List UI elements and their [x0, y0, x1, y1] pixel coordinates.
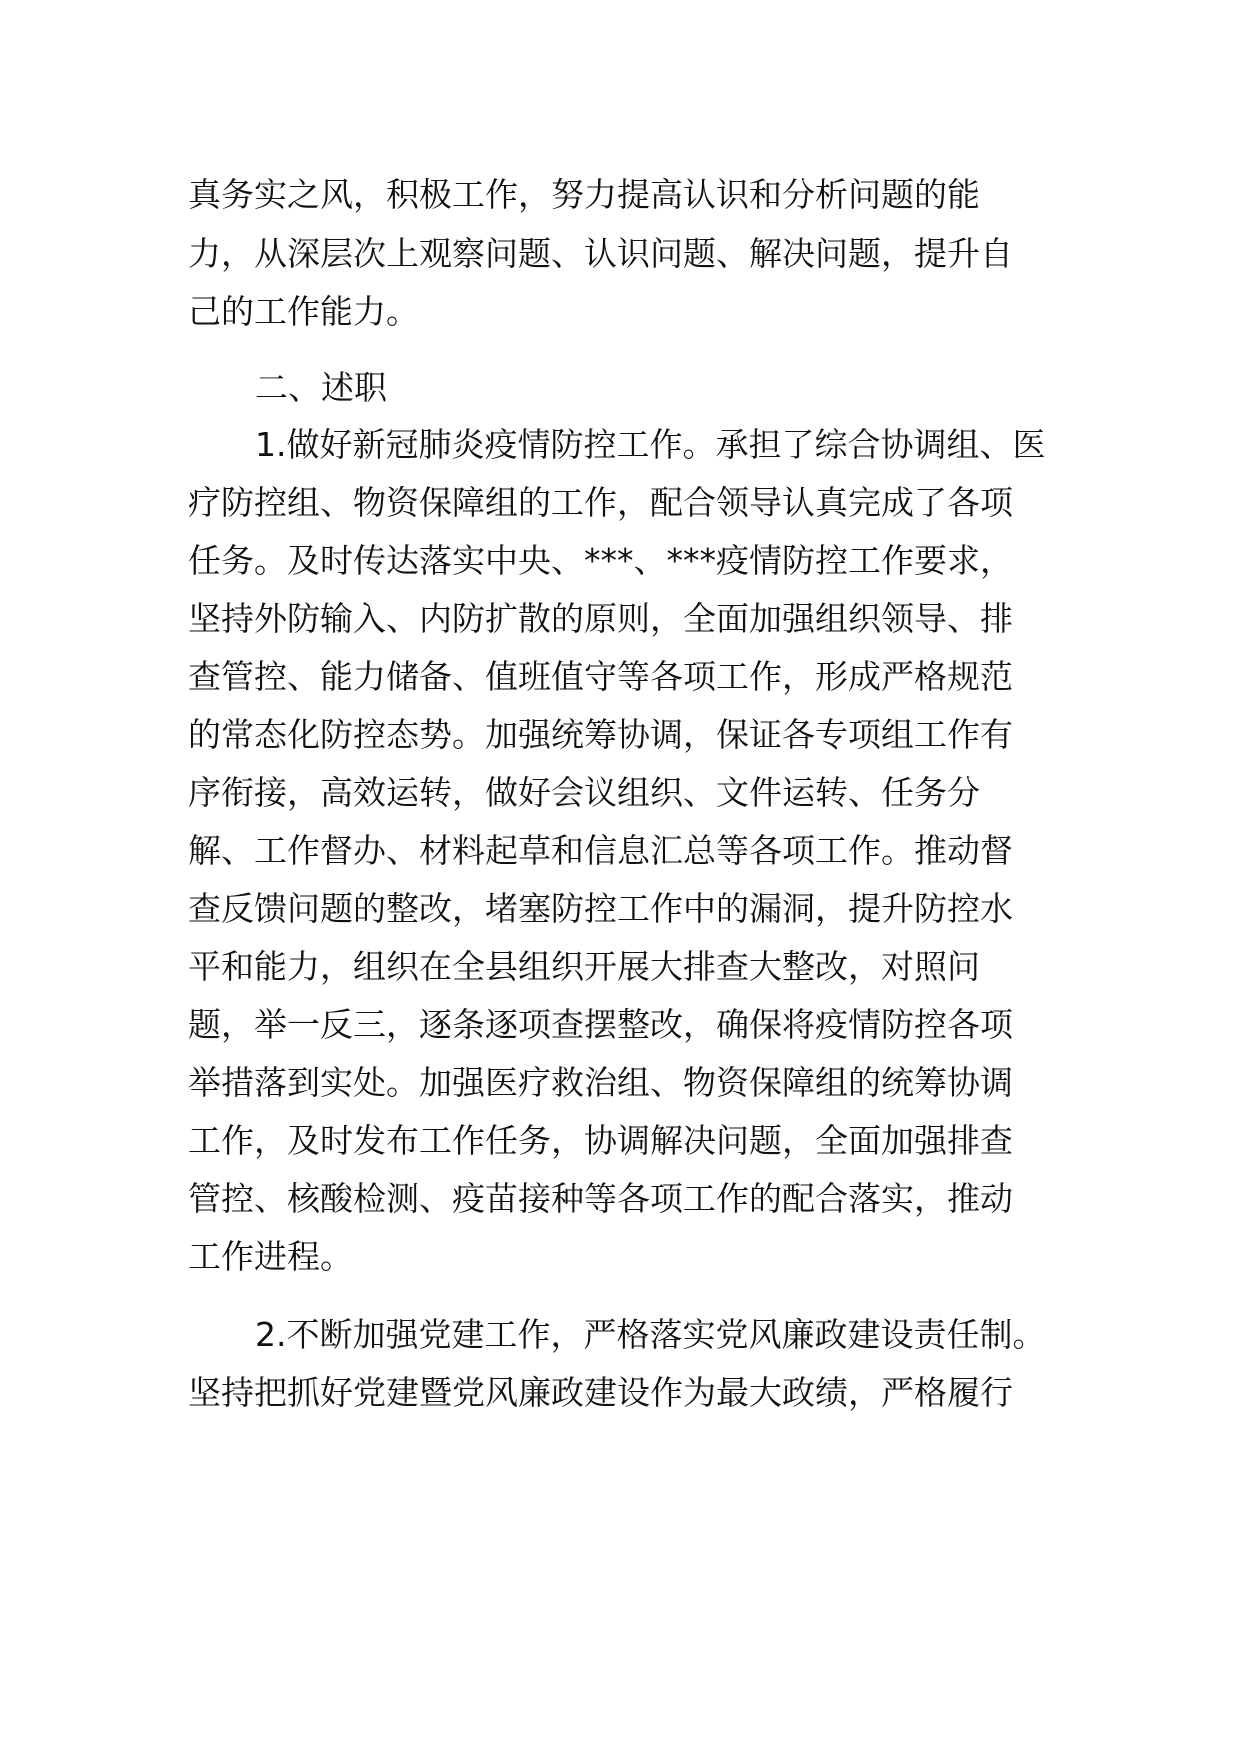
text-line: 管控、核酸检测、疫苗接种等各项工作的配合落实，推动: [188, 1179, 1013, 1218]
text-line: 查管控、能力储备、值班值守等各项工作，形成严格规范: [188, 657, 1013, 696]
text-line: 己的工作能力。: [188, 292, 419, 331]
text-line: 工作，及时发布工作任务，协调解决问题，全面加强排查: [188, 1121, 1013, 1160]
text-line: 疗防控组、物资保障组的工作，配合领导认真完成了各项: [188, 483, 1013, 522]
text-line: 任务。及时传达落实中央、***、***疫情防控工作要求，: [188, 541, 1013, 580]
text-line: 真务实之风，积极工作，努力提高认识和分析问题的能: [188, 175, 980, 214]
text-line: 序衔接，高效运转，做好会议组织、文件运转、任务分: [188, 773, 980, 812]
text-line: 题，举一反三，逐条逐项查摆整改，确保将疫情防控各项: [188, 1005, 1013, 1044]
text-line: 的常态化防控态势。加强统筹协调，保证各专项组工作有: [188, 715, 1013, 754]
text-line: 工作进程。: [188, 1237, 353, 1276]
text-line: 2.不断加强党建工作，严格落实党风廉政建设责任制。: [255, 1315, 1046, 1354]
text-line: 平和能力，组织在全县组织开展大排查大整改，对照问: [188, 947, 980, 986]
text-line: 举措落到实处。加强医疗救治组、物资保障组的统筹协调: [188, 1063, 1013, 1102]
section-heading: 二、述职: [255, 368, 387, 407]
text-line: 坚持把抓好党建暨党风廉政建设作为最大政绩，严格履行: [188, 1373, 1013, 1412]
text-line: 解、工作督办、材料起草和信息汇总等各项工作。推动督: [188, 831, 1013, 870]
text-line: 查反馈问题的整改，堵塞防控工作中的漏洞，提升防控水: [188, 889, 1013, 928]
text-line: 1.做好新冠肺炎疫情防控工作。承担了综合协调组、医: [255, 425, 1046, 464]
text-line: 力，从深层次上观察问题、认识问题、解决问题，提升自: [188, 234, 1013, 273]
text-line: 坚持外防输入、内防扩散的原则，全面加强组织领导、排: [188, 599, 1013, 638]
